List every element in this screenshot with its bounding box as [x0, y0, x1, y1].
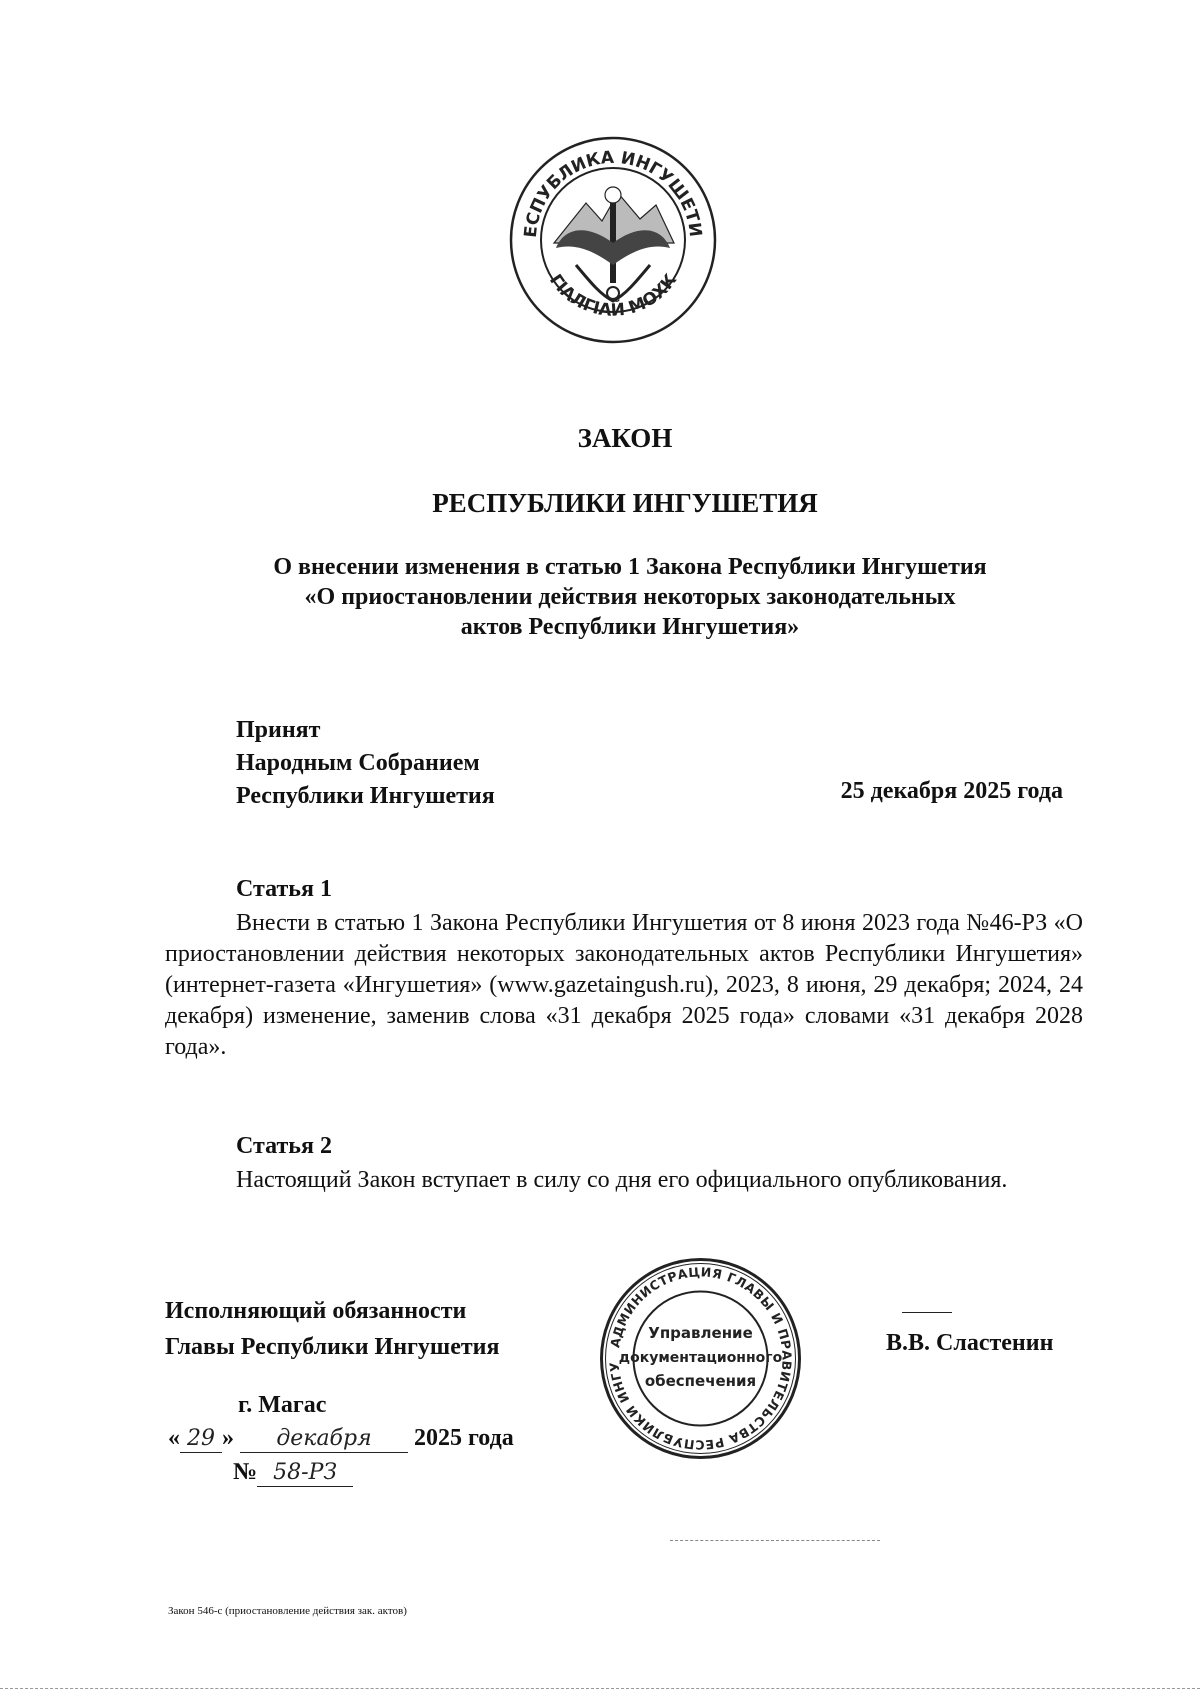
- subject-line: актов Республики Ингушетия»: [460, 614, 800, 640]
- official-stamp: [598, 1256, 803, 1461]
- document-subject: [150, 552, 1110, 642]
- adoption-date: 25 декабря 2025 года: [840, 778, 1063, 804]
- signer-position: [165, 1293, 499, 1365]
- article-2-text: Настоящий Закон вступает в силу со дня его официального опубликования.: [236, 1167, 1008, 1193]
- subject-line: «О приостановлении действия некоторых законодательных: [304, 584, 956, 610]
- coat-of-arms-emblem: [506, 133, 720, 347]
- signing-month: декабря: [240, 1426, 408, 1453]
- svg-text:РЕСПУБЛИКА ИНГУШЕТИЯ: ЕСПУБЛИКА ИНГУШЕТИ: [520, 147, 706, 239]
- law-number-label: №: [233, 1459, 258, 1485]
- official-seal-icon: [598, 1256, 803, 1461]
- signer-position-line: Исполняющий обязанности: [165, 1298, 467, 1324]
- law-number-value: 58-РЗ: [257, 1460, 353, 1487]
- svg-text:обеспечения: обеспечения: [644, 1372, 757, 1390]
- svg-text:АДМИНИСТРАЦИЯ ГЛАВЫ И ПРАВИТЕЛ: АДМИНИСТРАЦИЯ ГЛАВЫ И ПРАВИТЕЛЬСТВА РЕСПУБЛИКИ ИНГУ: [606, 1264, 795, 1453]
- signer-position-line: Главы Республики Ингушетия: [165, 1334, 500, 1360]
- signing-day: 29: [180, 1426, 222, 1453]
- day-open-quote: «: [168, 1425, 180, 1451]
- scan-artifact-line: [0, 1688, 1200, 1689]
- svg-text:Управление: Управление: [648, 1324, 753, 1342]
- subject-line: О внесении изменения в статью 1 Закона Республики Ингушетия: [273, 554, 987, 580]
- signing-year: 2025 года: [414, 1425, 514, 1451]
- republic-of-ingushetia-coat-of-arms-icon: [506, 133, 720, 347]
- signer-name: В.В. Сластенин: [886, 1330, 1054, 1356]
- signing-date: [168, 1425, 514, 1453]
- svg-text:ГIАЛГIАЙ МОХК: ГIАЛГIАЙ МОХК: [545, 270, 682, 321]
- adoption-block: [236, 714, 495, 813]
- article-2-title: Статья 2: [236, 1133, 332, 1159]
- article-1-text: Внести в статью 1 Закона Республики Ингушетия от 8 июня 2023 года №46-РЗ «О приостановлении действия некоторых законодательных актов Республики Ингушетия» (интернет-газета «Ингушетия» (www.gazetaingush.ru), 2023, 8 июня, 29 декабря; 2024, 24 декабря) изменение, заменив слова «31 декабря 2025 года» словами «31 декабря 2028 года».: [165, 910, 1083, 1060]
- article-1-title: Статья 1: [236, 876, 332, 902]
- svg-text:документационного: документационного: [618, 1350, 783, 1366]
- signature-mark: [902, 1312, 952, 1313]
- day-close-quote: »: [222, 1425, 234, 1451]
- document-title: ЗАКОН: [577, 423, 673, 453]
- adoption-line: Республики Ингушетия: [236, 783, 495, 809]
- adoption-line: Принят: [236, 717, 321, 743]
- scan-artifact-line: [670, 1540, 880, 1541]
- footer-note: Закон 546-с (приостановление действия зак. актов): [168, 1605, 407, 1617]
- document-subtitle: РЕСПУБЛИКИ ИНГУШЕТИЯ: [432, 488, 818, 518]
- signing-city: г. Магас: [238, 1392, 327, 1418]
- adoption-line: Народным Собранием: [236, 750, 480, 776]
- law-number: [233, 1459, 353, 1487]
